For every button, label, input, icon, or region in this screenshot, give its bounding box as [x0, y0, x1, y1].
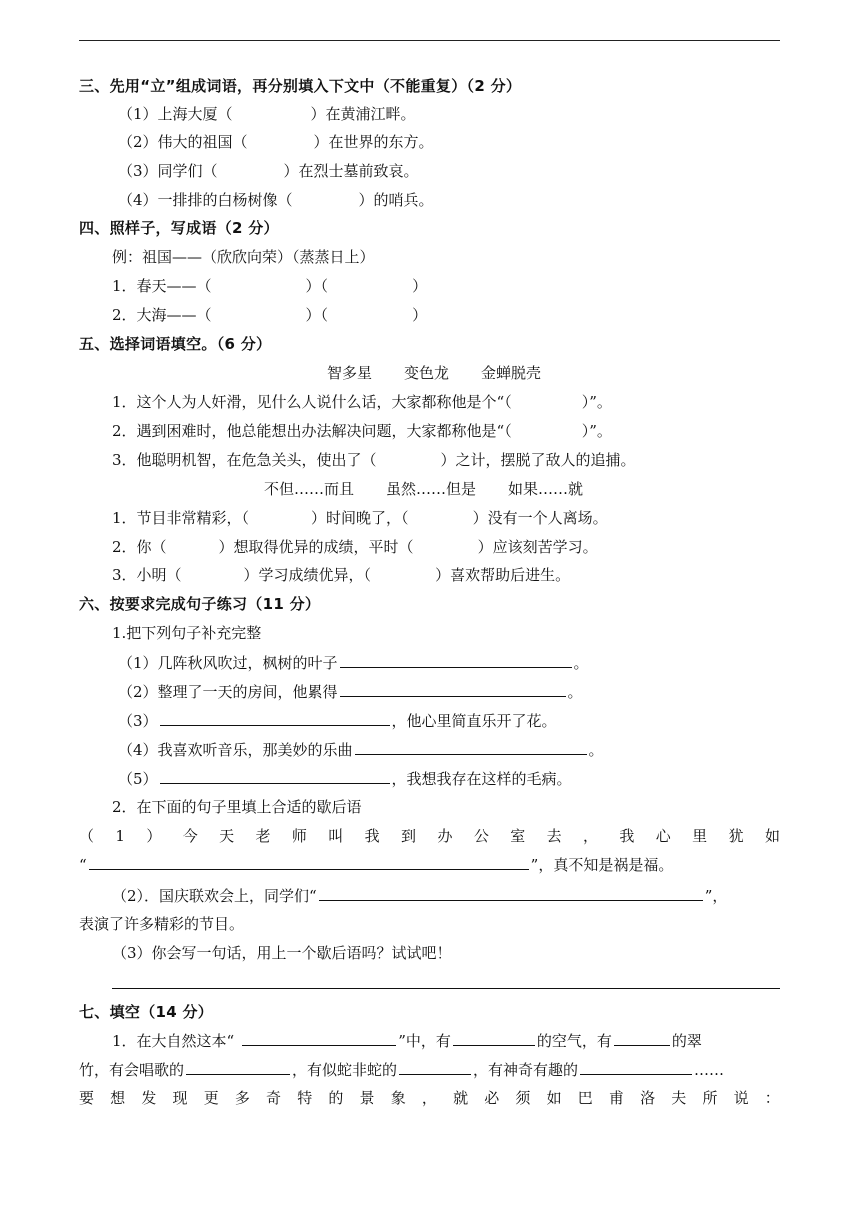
s6-q1-line-2: [79, 853, 673, 875]
char: 今: [182, 827, 198, 845]
char: 景: [359, 1089, 375, 1107]
s7-l2-a: 竹，有会唱歌的: [79, 1061, 185, 1079]
s6-item-4-post: 。: [588, 741, 604, 759]
s3-item-2-pre: （2）伟大的祖国（: [118, 133, 248, 151]
s7-blank-snake[interactable]: [399, 1058, 471, 1075]
char: ，: [421, 1089, 437, 1107]
s5-q3-pre: 3．他聪明机智，在危急关头，使出了（: [112, 451, 377, 469]
s6-item-4-blank[interactable]: [355, 738, 587, 755]
char: 叫: [328, 827, 344, 845]
s6-item-3-pre: （3）: [118, 712, 158, 730]
s6-q1-close: ”，真不知是祸是福。: [530, 856, 674, 874]
word-bank-item: 虽然……但是: [386, 480, 477, 498]
s7-blank-air[interactable]: [453, 1029, 535, 1046]
s3-item-2: [118, 131, 434, 153]
char: 发: [141, 1089, 157, 1107]
char: 夫: [671, 1089, 687, 1107]
top-divider: [79, 40, 780, 41]
s5-q6-b: ）学习成绩优异，（: [243, 566, 372, 584]
s6-item-2-post: 。: [567, 683, 583, 701]
char: 室: [510, 827, 526, 845]
s3-item-2-post: ）在世界的东方。: [313, 133, 434, 151]
s6-item-2-blank[interactable]: [340, 680, 566, 697]
char: ）: [146, 827, 162, 845]
s6-sub-2: 2．在下面的句子里填上合适的歇后语: [112, 798, 362, 816]
s6-item-1: [118, 651, 589, 673]
s6-q1-line-1: [79, 825, 780, 847]
char: 心: [655, 827, 671, 845]
s7-line-3: [79, 1087, 780, 1109]
s4-q1-pre: 1．春天——（: [112, 277, 212, 295]
char: 去: [546, 827, 562, 845]
s6-item-5-pre: （5）: [118, 770, 158, 788]
word-bank-item: 金蝉脱壳: [481, 364, 542, 382]
char: ，: [583, 827, 599, 845]
s7-l1-b: ”中，有: [398, 1032, 451, 1050]
s7-blank-bamboo[interactable]: [614, 1029, 670, 1046]
section-7-title: 七、填空（14 分）: [79, 1003, 214, 1021]
char: 师: [291, 827, 307, 845]
word-bank-item: 智多星: [327, 364, 373, 382]
char: 洛: [640, 1089, 656, 1107]
char: 1: [115, 827, 125, 845]
char: 如: [764, 827, 780, 845]
s4-example: 例：祖国——（欣欣向荣）（蒸蒸日上）: [112, 248, 375, 266]
s3-item-1: [118, 103, 416, 125]
char: 多: [234, 1089, 250, 1107]
s3-item-3: [118, 160, 419, 182]
s6-q1-open-quote: “: [79, 856, 87, 874]
char: （: [79, 827, 95, 845]
s5-q1-post: ）”。: [581, 393, 612, 411]
s7-l1-d: 的翠: [671, 1032, 702, 1050]
s7-l2-d: ……: [694, 1061, 725, 1079]
s6-item-3: [118, 709, 557, 731]
char: 公: [473, 827, 489, 845]
char: 办: [437, 827, 453, 845]
s6-item-1-post: 。: [573, 654, 589, 672]
s4-q1-end: ）: [412, 277, 428, 295]
s3-item-4-pre: （4）一排排的白杨树像（: [118, 191, 293, 209]
s4-q2: [112, 304, 427, 326]
s3-item-4-post: ）的哨兵。: [358, 191, 434, 209]
s3-item-4: [118, 189, 434, 211]
word-bank-item: 变色龙: [404, 364, 450, 382]
char: 我: [364, 827, 380, 845]
char: 犹: [728, 827, 744, 845]
s5-q5-a: 2．你（: [112, 538, 167, 556]
s5-word-bank-2: [264, 478, 615, 500]
char: 天: [219, 827, 235, 845]
char: 所: [702, 1089, 718, 1107]
s5-q5-c: ）应该刻苦学习。: [477, 538, 598, 556]
char: 到: [401, 827, 417, 845]
s4-q2-pre: 2．大海——（: [112, 306, 212, 324]
s6-q3-answer-line[interactable]: [112, 988, 780, 989]
s4-q2-end: ）: [412, 306, 428, 324]
s6-q2-blank[interactable]: [319, 884, 703, 901]
char: 象: [390, 1089, 406, 1107]
section-4-title: 四、照样子，写成语（2 分）: [79, 219, 279, 237]
s5-q2-pre: 2．遇到困难时，他总能想出办法解决问题，大家都称他是“（: [112, 422, 512, 440]
s7-blank-book[interactable]: [242, 1029, 396, 1046]
s4-q2-mid: ）（: [305, 306, 329, 324]
section-5-title: 五、选择词语填空。（6 分）: [79, 335, 272, 353]
s6-q2-close: ”，: [704, 887, 728, 905]
char: 要: [79, 1089, 95, 1107]
char: 甫: [608, 1089, 624, 1107]
s6-q1-blank[interactable]: [89, 853, 529, 870]
s5-q2: [112, 420, 612, 442]
s6-item-5: [118, 767, 572, 789]
s5-q2-post: ）”。: [581, 422, 612, 440]
s5-q4: [112, 507, 608, 529]
s7-l1-c: 的空气，有: [536, 1032, 612, 1050]
s6-q2-line-1: [112, 884, 727, 906]
s3-item-1-post: ）在黄浦江畔。: [310, 105, 416, 123]
word-bank-item: 不但……而且: [264, 480, 355, 498]
word-bank-item: 如果……就: [508, 480, 584, 498]
s6-item-1-blank[interactable]: [340, 651, 572, 668]
s5-word-bank-1: [327, 362, 573, 384]
char: 想: [110, 1089, 126, 1107]
s3-item-3-pre: （3）同学们（: [118, 162, 218, 180]
char: 必: [484, 1089, 500, 1107]
s6-q2-line-2: 表演了许多精彩的节目。: [79, 915, 245, 933]
s6-item-3-blank[interactable]: [160, 709, 390, 726]
s3-item-1-pre: （1）上海大厦（: [118, 105, 233, 123]
s5-q6-a: 3．小明（: [112, 566, 182, 584]
s6-item-5-blank[interactable]: [160, 767, 390, 784]
s5-q4-b: ）时间晚了，（: [311, 509, 409, 527]
s6-item-2-pre: （2）整理了一天的房间，他累得: [118, 683, 338, 701]
s5-q4-c: ）没有一个人离场。: [472, 509, 608, 527]
char: 更: [203, 1089, 219, 1107]
char: 现: [172, 1089, 188, 1107]
s7-blank-magic[interactable]: [580, 1058, 692, 1075]
section-3-title: 三、先用“立”组成词语，再分别填入下文中（不能重复）（2 分）: [79, 77, 522, 95]
char: 我: [619, 827, 635, 845]
s5-q5: [112, 536, 598, 558]
s3-item-3-post: ）在烈士墓前致哀。: [283, 162, 419, 180]
s6-item-5-post: ，我想我存在这样的毛病。: [391, 770, 572, 788]
s5-q4-a: 1．节目非常精彩，（: [112, 509, 250, 527]
s6-item-2: [118, 680, 583, 702]
s6-item-1-pre: （1）几阵秋风吹过，枫树的叶子: [118, 654, 338, 672]
s7-l1-a: 1．在大自然这本“: [112, 1032, 235, 1050]
char: 特: [297, 1089, 313, 1107]
section-6-title: 六、按要求完成句子练习（11 分）: [79, 595, 321, 613]
s6-item-3-post: ，他心里简直乐开了花。: [391, 712, 557, 730]
char: 须: [515, 1089, 531, 1107]
s5-q5-b: ）想取得优异的成绩，平时（: [218, 538, 414, 556]
char: 如: [546, 1089, 562, 1107]
s5-q6: [112, 564, 570, 586]
s5-q3-post: ）之计，摆脱了敌人的追捕。: [440, 451, 636, 469]
s5-q6-c: ）喜欢帮助后进生。: [435, 566, 571, 584]
s7-l2-b: ，有似蛇非蛇的: [292, 1061, 398, 1079]
s5-q1: [112, 391, 612, 413]
char: 就: [453, 1089, 469, 1107]
char: ：: [764, 1089, 780, 1107]
char: 巴: [577, 1089, 593, 1107]
char: 的: [328, 1089, 344, 1107]
char: 说: [733, 1089, 749, 1107]
s7-l2-c: ，有神奇有趣的: [473, 1061, 579, 1079]
s7-blank-sing[interactable]: [186, 1058, 290, 1075]
s4-q1-mid: ）（: [305, 277, 329, 295]
s6-item-4-pre: （4）我喜欢听音乐，那美妙的乐曲: [118, 741, 353, 759]
s7-line-1: [112, 1029, 702, 1051]
s6-item-4: [118, 738, 604, 760]
s4-q1: [112, 275, 427, 297]
s5-q1-pre: 1．这个人为人奸滑，见什么人说什么话，大家都称他是个“（: [112, 393, 512, 411]
char: 奇: [266, 1089, 282, 1107]
s6-sub-1: 1.把下列句子补充完整: [112, 624, 262, 642]
s6-q2-pre: （2）．国庆联欢会上，同学们“: [112, 887, 317, 905]
s5-q3: [112, 449, 636, 471]
char: 老: [255, 827, 271, 845]
s6-q3: （3）你会写一句话，用上一个歇后语吗？试试吧！: [112, 944, 452, 962]
s7-line-2: [79, 1058, 724, 1080]
char: 里: [692, 827, 708, 845]
